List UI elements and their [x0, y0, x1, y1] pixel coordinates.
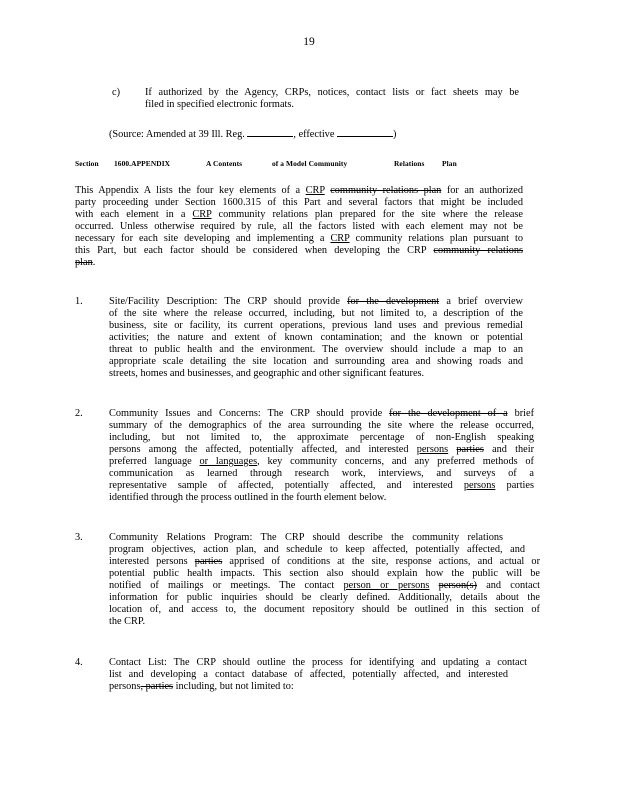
item-3-line-3: interested persons parties apprised of conditions at the site, response actions, and actual or: [109, 556, 540, 567]
item-3-number: 3.: [75, 532, 83, 543]
item-1-line-3: business, site or facility, its current operations, previous land uses and previous remedial: [109, 320, 523, 331]
item-4-line-2: list and developing a contact database of affected, potentially affected, and interested: [109, 669, 508, 680]
intro-line-6: this Part, but each factor should be considered when developing the CRP community relations: [75, 245, 524, 256]
item-c-label: c): [112, 87, 120, 98]
item-2-line-6: communication as learned through research work, interviews, and surveys of a: [109, 468, 534, 479]
page-number: 19: [303, 36, 315, 48]
item-4-line-1: Contact List: The CRP should outline the process for identifying and updating a contact: [109, 657, 527, 668]
item-c-line-2: filed in specified electronic formats.: [145, 99, 294, 110]
item-2-line-1: Community Issues and Concerns: The CRP should provide for the development of a brief: [109, 408, 535, 419]
intro-line-4: occurred. Unless otherwise required by rule, all the factors listed with each element may not be: [75, 221, 523, 232]
item-2-line-4: persons among the affected, potentially affected, and interested persons parties and their: [109, 444, 535, 455]
section-heading-part-3: A Contents: [206, 159, 243, 168]
item-4-line-3: persons, parties including, but not limited to:: [109, 681, 294, 692]
section-heading-part-4: of a Model Community: [272, 159, 348, 168]
item-1-line-6: appropriate scale detailing the site location and surrounding area and showing roads and: [109, 356, 523, 367]
item-2-line-8: identified through the process outlined in the fourth element below.: [109, 492, 387, 503]
intro-line-5: necessary for each site developing and implementing a CRP community relations plan pursuant to: [75, 233, 523, 244]
item-1-line-4: activities; the nature and extent of known contamination; and the known or potential: [109, 332, 523, 343]
item-1-line-1: Site/Facility Description: The CRP should provide for the development a brief overview: [109, 296, 523, 307]
item-1-line-7: streets, homes and businesses, and geographic and other significant features.: [109, 368, 425, 379]
section-heading-part-5: Relations: [394, 159, 425, 168]
intro-line-7: plan.: [75, 257, 96, 268]
item-2-line-7: representative sample of affected, potentially affected, and interested persons parties: [109, 480, 534, 491]
section-heading-part-2: 1600.APPENDIX: [114, 159, 171, 168]
item-c-line-1: If authorized by the Agency, CRPs, notices, contact lists or fact sheets may be: [145, 87, 519, 98]
item-1-number: 1.: [75, 296, 83, 307]
item-3-line-4: potential public health impacts. This section also should explain how the public will be: [109, 568, 540, 579]
intro-line-1: This Appendix A lists the four key elements of a CRP community relations plan for an authorized: [75, 185, 523, 196]
item-3-line-8: the CRP.: [109, 616, 146, 627]
item-3-line-2: program objectives, action plan, and schedule to keep affected, potentially affected, and: [109, 544, 525, 555]
section-heading-part-6: Plan: [442, 159, 457, 168]
section-heading-part-1: Section: [75, 159, 99, 168]
item-3-line-6: information for public inquiries should be clearly defined. Additionally, details about the: [109, 592, 540, 603]
item-1-line-2: of the site where the release occurred, including, but not limited to, a description of the: [109, 308, 523, 319]
item-2-line-3: including, but not limited to, the approximate percentage of non-English speaking: [109, 432, 534, 443]
item-2-line-5: preferred language or languages, key community concerns, and any preferred methods of: [109, 456, 534, 467]
item-3-line-1: Community Relations Program: The CRP should describe the community relations: [109, 532, 503, 543]
item-3-line-5: notified of mailings or meetings. The contact person or persons person(s) and contact: [109, 580, 541, 591]
item-3-line-7: location of, and access to, the document repository should be outlined in this section of: [109, 604, 540, 615]
item-1-line-5: threat to public health and the environment. The overview should include a map to an: [109, 344, 523, 355]
item-2-number: 2.: [75, 408, 83, 419]
intro-line-3: with each element in a CRP community relations plan prepared for the site where the release: [75, 209, 523, 220]
intro-line-2: party proceeding under Section 1600.315 of this Part and several factors that might be included: [75, 197, 523, 208]
item-4-number: 4.: [75, 657, 83, 668]
source-note: (Source: Amended at 39 Ill. Reg. , effective ): [109, 129, 397, 140]
item-2-line-2: summary of the demographics of the area surrounding the site where the release occurred,: [109, 420, 534, 431]
